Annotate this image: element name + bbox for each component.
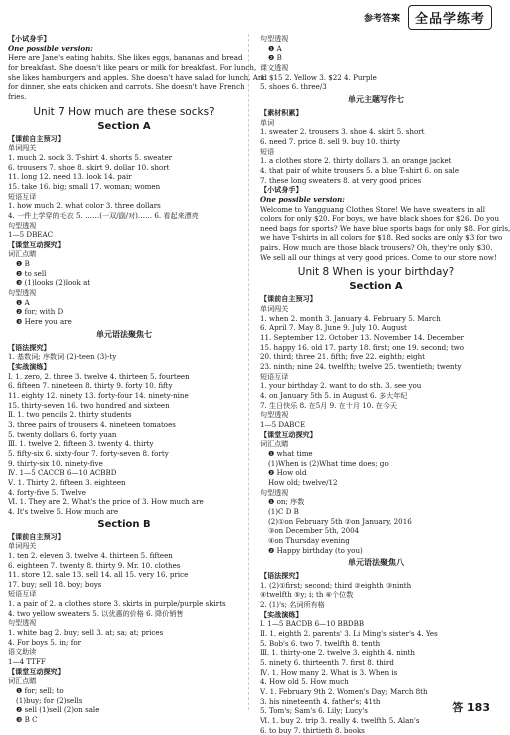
left-text-line: 句型透视	[8, 288, 37, 298]
left-text-line: ❸ B C	[16, 715, 38, 724]
left-unit-heading: Unit 7 How much are these socks?	[33, 105, 215, 118]
left-text-line: 3. three pairs of trousers 4. nineteen tomatoes	[8, 419, 176, 429]
right-text-line: We sell all our things at very good prices. Come to our store now!	[260, 252, 497, 262]
left-bracket-tag: 【小试身手】	[8, 34, 51, 43]
left-text-line: 15. thirty-seven 16. two hundred and sixteen	[8, 400, 170, 410]
left-text-line: Here are Jane's eating habits. She likes eggs, bananas and bread	[8, 53, 243, 63]
left-text-line: 句型透视	[8, 618, 37, 628]
right-text-line: Ⅱ. 1. eighth 2. parents' 3. Li Ming's sister's 4. Yes	[260, 629, 438, 639]
page-number: 答 183	[452, 701, 490, 714]
left-text-line: for dinner, she eats chicken and carrots. She doesn't have French	[8, 82, 245, 92]
right-text-line: 6. to buy 7. thirtieth 8. books	[260, 725, 365, 735]
right-text-line: Welcome to Yangguang Clothes Store! We have sweaters in all	[260, 204, 486, 214]
right-text-line: 2. (1)'s; 名词所有格	[260, 600, 325, 610]
right-text-line: How old; twelve/12	[268, 477, 338, 487]
left-section-heading: Section B	[97, 518, 151, 530]
right-text-line: 句型透视	[260, 487, 289, 497]
right-sample-label: One possible version:	[260, 194, 345, 204]
left-text-line: she likes hamburgers and apples. She doesn't have salad for lunch. And	[8, 72, 267, 82]
right-text-line: 1. a clothes store 2. thirty dollars 3. an orange jacket	[260, 156, 452, 166]
right-text-line: 1. your birthday 2. want to do sth. 3. see you	[260, 381, 422, 391]
right-text-line: ❶ on; 序数	[268, 497, 305, 507]
right-text-line: Ⅴ. 1. February 9th 2. Women's Day; March 8th	[260, 687, 428, 697]
right-text-line: 单词	[260, 117, 275, 127]
right-text-line: (1)C D B	[268, 506, 299, 516]
right-text-line: 单词闯关	[260, 304, 289, 314]
left-text-line: 短语互译	[8, 191, 37, 201]
left-text-line: for breakfast. She doesn't like pears or milk for breakfast. For lunch,	[8, 62, 257, 72]
left-text-line: 1. how much 2. what color 3. three dollars	[8, 201, 161, 211]
left-text-line: 11. long 12. need 13. look 14. pair	[8, 172, 132, 182]
right-text-line: 23. ninth; nine 24. twelfth; twelve 25. twentieth; twenty	[260, 362, 462, 372]
left-text-line: Ⅴ. 1. Thirty 2. fifteen 3. eighteen	[8, 477, 126, 487]
right-text-line: 5. ninety 6. thirteenth 7. first 8. third	[260, 658, 394, 668]
left-text-line: Ⅳ. 1—5 CACCB 6—10 ACBBD	[8, 468, 117, 478]
left-bracket-tag: 【课前自主预习】	[8, 531, 65, 541]
left-text-line: 1—5 DBEAC	[8, 230, 54, 240]
right-text-line: colors for only $20. For boys, we have black shoes for $26. Do you	[260, 214, 500, 224]
right-text-line: 5. Bob's 6. two 7. twelfth 8. tenth	[260, 638, 381, 648]
right-text-line: 15. happy 16. old 17. party 18. first; one 19. second; two	[260, 342, 465, 352]
left-text-line: ❷ to sell	[16, 268, 47, 278]
right-unit-heading: Unit 8 When is your birthday?	[297, 266, 455, 279]
left-text-line: ❸ Here you are	[16, 317, 72, 327]
right-text-line: 5. Tom's; Sam's 6. Lily; Lucy's	[260, 706, 368, 716]
right-text-line: pairs. How much are those black trousers? Oh, they're only $30.	[260, 243, 493, 253]
left-text-line: 4. It's twelve 5. How much are	[8, 506, 119, 516]
left-text-line: 6. eighteen 7. twenty 8. thirty 9. Mr. 10. clothes	[8, 560, 181, 570]
right-text-line: 课文透视	[260, 62, 289, 72]
left-text-line: 4. For boys 5. in; for	[8, 637, 81, 647]
right-column	[260, 34, 510, 735]
right-text-line: (1)When is (2)What time does; go	[268, 458, 389, 468]
right-text-line: 短语	[260, 146, 275, 156]
right-text-line: 4. How old 5. How much	[260, 677, 349, 687]
left-text-line: 4. forty-five 5. Twelve	[8, 487, 87, 497]
left-column	[8, 34, 267, 725]
right-text-line: Ⅲ. 1. thirty-one 2. twelve 3. eighth 4. ninth	[260, 648, 415, 658]
left-text-line: ❸ (1)looks (2)look at	[16, 278, 91, 288]
right-text-line: 1. when 2. month 3. January 4. February 5. March	[260, 313, 441, 323]
right-text-line: 短语互译	[260, 371, 289, 381]
page-header	[364, 4, 492, 30]
right-text-line: ❶ what time	[268, 448, 313, 458]
right-text-line: ④on Thursday evening	[268, 535, 350, 545]
right-text-line: 20. third; three 21. fifth; five 22. eighth; eight	[260, 352, 426, 362]
left-text-line: Ⅲ. 1. twelve 2. fifteen 3. twenty 4. thirty	[8, 439, 154, 449]
right-text-line: ❷ How old	[268, 468, 307, 478]
left-text-line: 5. twenty dollars 6. forty yuan	[8, 429, 117, 439]
right-text-line: Ⅰ. 1—5 BACDB 6—10 BBDBB	[260, 619, 365, 629]
left-text-line: Ⅵ. 1. They are 2. What's the price of 3. How much are	[8, 497, 204, 507]
right-text-line: need bags for sports? We have blue sports bags for only $8. For girls,	[260, 223, 510, 233]
left-text-line: ❶ B	[16, 259, 30, 269]
right-text-line: Ⅳ. 1. How many 2. What is 3. When is	[260, 667, 398, 677]
right-text-line: 1. (2)①first; second; third ②eighth ③ninth	[260, 580, 412, 590]
right-text-line: 6. need 7. price 8. sell 9. buy 10. thirty	[260, 136, 400, 146]
left-bracket-tag: 【课前自主预习】	[8, 133, 65, 143]
left-text-line: 词汇点睛	[8, 249, 37, 259]
left-bracket-tag: 【语法探究】	[8, 342, 51, 352]
left-text-line: ❷ for; with D	[16, 307, 64, 317]
right-text-line: ❷ Happy birthday (to you)	[268, 545, 363, 555]
left-text-line: 11. eighty 12. ninety 13. forty-four 14. ninety-nine	[8, 391, 189, 400]
right-text-line: ④twelfth ⑤y; i; th ⑥个位数	[260, 590, 354, 600]
left-text-line: 4. 一件上学穿的毛衣 5. ……(一双/副/对)…… 6. 看起来漂亮	[8, 210, 199, 220]
left-text-line: (1)buy; for (2)sells	[16, 695, 83, 705]
left-text-line: 语文助读	[8, 647, 37, 657]
left-text-line: 6. fifteen 7. nineteen 8. thirty 9. forty 10. fifty	[8, 381, 173, 391]
right-section-heading: Section A	[349, 281, 403, 293]
left-text-line: 1. white bag 2. buy; sell 3. at; sa; at; prices	[8, 628, 164, 638]
right-text-line: ③on December 5th, 2004	[268, 526, 360, 536]
left-bracket-tag: 【实战演练】	[8, 362, 51, 372]
right-text-line: 1. sweater 2. trousers 3. shoe 4. skirt 5. short	[260, 127, 425, 137]
left-text-line: 1. a pair of 2. a clothes store 3. skirts in purple/purple skirts	[8, 599, 226, 609]
right-text-line: Ⅵ. 1. buy 2. trip 3. really 4. twelfth 5. Alan's	[260, 716, 420, 725]
right-text-line: 句型透视	[260, 34, 289, 43]
right-summary-heading: 单元主题写作七	[348, 94, 404, 104]
left-text-line: 1. much 2. sock 3. T-shirt 4. shorts 5. sweater	[8, 152, 173, 162]
left-text-line: 5. fifty-six 6. sixty-four 7. forty-seven 8. forty	[8, 448, 169, 458]
left-text-line: 单词闯关	[8, 541, 37, 551]
left-text-line: 1. ten 2. eleven 3. twelve 4. thirteen 5. fifteen	[8, 550, 173, 560]
left-text-line: ❶ A	[16, 297, 30, 307]
left-bracket-tag: 【课堂互动探究】	[8, 666, 65, 676]
right-text-line: 1—5 DABCE	[260, 419, 306, 429]
right-bracket-tag: 【语法探究】	[260, 571, 303, 581]
column-divider	[248, 34, 249, 710]
right-bracket-tag: 【课前自主预习】	[260, 294, 317, 304]
right-text-line: 句型透视	[260, 410, 289, 420]
right-text-line: 11. September 12. October 13. November 14. December	[260, 333, 464, 343]
right-text-line: 7. these long sweaters 8. at very good prices	[260, 175, 422, 185]
left-text-line: 6. trousers 7. shoe 8. skirt 9. dollar 10. short	[8, 162, 170, 172]
left-text-line: 4. two yellow sweaters 5. 以优惠的价格 6. 降价销售	[8, 608, 184, 618]
right-bracket-tag: 【实战演练】	[260, 609, 303, 619]
right-text-line: 6. April 7. May 8. June 9. July 10. August	[260, 323, 407, 333]
right-text-line: ❷ B	[268, 53, 282, 63]
right-summary-heading: 单元语法聚焦八	[348, 558, 404, 568]
left-text-line: 9. thirty-six 10. ninety-five	[8, 458, 103, 468]
left-sample-label: One possible version:	[8, 43, 93, 53]
right-text-line: 7. 生日快乐 8. 在5月 9. 在十月 10. 在今天	[260, 400, 398, 410]
left-text-line: 短语互译	[8, 589, 37, 599]
right-text-line: ❶ A	[268, 43, 282, 53]
right-text-line: 3. his nineteenth 4. father's; 41th	[260, 696, 381, 706]
left-text-line: 11. store 12. sale 13. sell 14. all 15. very 16. price	[8, 570, 189, 580]
left-text-line: Ⅰ. 1. zero, 2. three 3. twelve 4. thirteen 5. fourteen	[8, 371, 190, 381]
left-text-line: ❶ for; sell; to	[16, 686, 64, 696]
right-text-line: we have T-shirts in all colors for $18. Red socks are only $3 for two	[260, 233, 503, 243]
left-section-heading: Section A	[97, 120, 151, 132]
left-text-line: 1. 基数词; 序数词 (2)-teen (3)-ty	[8, 352, 117, 362]
right-text-line: 4. on January 5th 5. in August 6. 多大年纪	[260, 391, 408, 400]
left-text-line: fries.	[8, 91, 27, 101]
left-text-line: 单词闯关	[8, 143, 37, 153]
left-summary-heading: 单元语法聚焦七	[96, 329, 152, 339]
header-brand-logo: 全品学练考	[408, 5, 492, 30]
right-text-line: 4. that pair of white trousers 5. a blue T-shirt 6. on sale	[260, 165, 460, 175]
left-text-line: 17. buy; sell 18. boy; boys	[8, 579, 102, 589]
left-text-line: 词汇点睛	[8, 676, 37, 686]
right-bracket-tag: 【小试身手】	[260, 185, 303, 195]
right-text-line: 5. shoes 6. three/3	[260, 82, 327, 92]
left-text-line: 15. take 16. big; small 17. woman; women	[8, 181, 161, 191]
left-text-line: Ⅱ. 1. two pencils 2. thirty students	[8, 410, 132, 420]
header-reference-label: 参考答案	[363, 13, 400, 24]
left-bracket-tag: 【课堂互动探究】	[8, 239, 65, 249]
left-text-line: 1—4 TTFF	[8, 657, 46, 667]
right-bracket-tag: 【素材积累】	[260, 107, 303, 117]
right-bracket-tag: 【课堂互动探究】	[260, 429, 317, 439]
left-text-line: 句型透视	[8, 220, 37, 230]
left-text-line: ❷ sell (1)sell (2)on sale	[16, 705, 100, 715]
right-text-line: 词汇点睛	[260, 439, 289, 449]
right-text-line: 1. $15 2. Yellow 3. $22 4. Purple	[260, 72, 377, 82]
right-text-line: (2)①on February 5th ②on January, 2016	[268, 516, 412, 526]
